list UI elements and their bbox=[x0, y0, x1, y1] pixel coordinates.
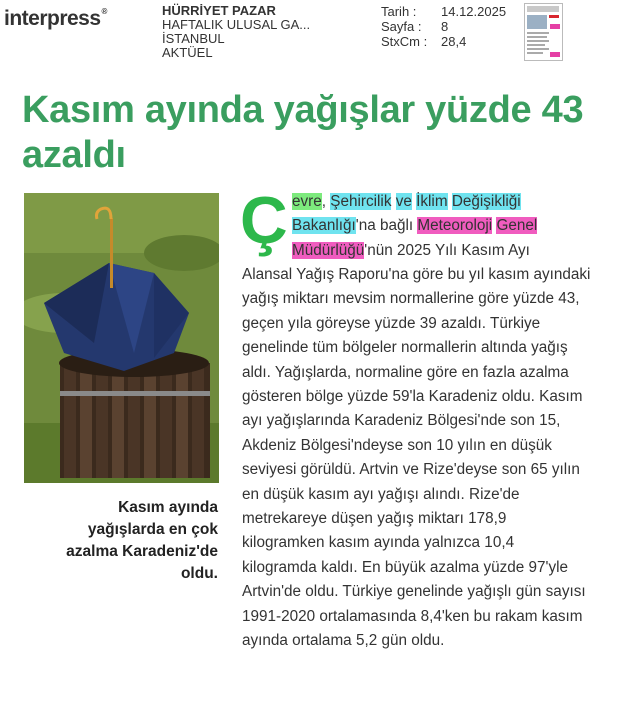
publication-city: İSTANBUL bbox=[162, 31, 225, 46]
interpress-logo: interpress® bbox=[4, 7, 107, 30]
highlight-pink: Müdürlüğü bbox=[292, 241, 365, 259]
highlight-cyan: Şehircilik bbox=[330, 193, 392, 210]
clipping-meta bbox=[381, 4, 506, 49]
publication-name: HÜRRİYET PAZAR bbox=[162, 3, 276, 18]
article-text: 'nün 2025 Yılı Kasım Ayı bbox=[364, 241, 530, 259]
article-body: Alansal Yağış Raporu'na göre bu yıl kasım ayındaki yağış miktarı mevsim normallerine göre yüzde 43, geçen yıla göreyse yüzde 39 azaldı. Türkiye genelinde tüm bölgeler normallerin altında yağış aldı. Yağışlarda, normaline göre en fazla azalma gösteren bölge yüzde 59'la Karadeniz oldu. Kasım ayı yağışlarında Karadeniz Bölgesi'nde son 15, Akdeniz Bölgesi'ndeyse son 10 yılın en düşük seviyesi görüldü. Artvin ve Rize'deyse son 65 yılın en düşük kasım ayı yağışı alındı. Rize'de metrekareye düşen yağış miktarı 178,9 kilogramken kasım ayında yalnızca 10,4 kilogramda kaldı. En büyük azalma yüzde 97'yle Artvin'de oldu. Türkiye genelinde yağışlı gün sayısı 1991-2020 ortalamasında 8,4'ken bu rakam kasım ayında ortalama 5,2 gün oldu. bbox=[242, 266, 591, 650]
article-text: 'na bağlı bbox=[355, 217, 414, 235]
highlight-pink: Meteoroloji bbox=[417, 217, 493, 235]
stxcm-value: 28,4 bbox=[441, 34, 467, 49]
stxcm-label: StxCm : bbox=[381, 34, 428, 49]
highlight-cyan: Bakanlığı bbox=[292, 217, 356, 235]
umbrella-in-bin-image bbox=[24, 193, 219, 483]
page-thumbnail[interactable] bbox=[524, 3, 563, 61]
highlight-cyan: İklim bbox=[416, 193, 448, 210]
publication-info bbox=[162, 4, 310, 60]
date-label: Tarih : bbox=[381, 4, 417, 19]
article-headline: Kasım ayında yağışlar yüzde 43 azaldı bbox=[22, 89, 584, 176]
article-lead: evre, Şehircilik ve İklim Değişikliği Bakanlığı'na bağlı Meteoroloji Genel Müdürlüğü'nün 2025 Yılı Kasım Ayı bbox=[292, 193, 538, 259]
page-value: 8 bbox=[441, 19, 449, 34]
highlight-cyan: Değişikliği bbox=[451, 193, 521, 210]
highlight-green: evre bbox=[292, 193, 322, 210]
page-label: Sayfa : bbox=[381, 19, 422, 34]
date-value: 14.12.2025 bbox=[441, 4, 507, 19]
publication-section: AKTÜEL bbox=[162, 45, 213, 60]
article-photo bbox=[24, 193, 219, 483]
highlight-cyan: ve bbox=[395, 193, 412, 210]
publication-scope: HAFTALIK ULUSAL GA... bbox=[162, 17, 311, 32]
photo-caption: Kasım ayında yağışlarda en çok azalma Karadeniz'de oldu. bbox=[66, 499, 218, 582]
highlight-pink: Genel bbox=[496, 217, 538, 235]
drop-cap: Ç bbox=[240, 183, 288, 257]
